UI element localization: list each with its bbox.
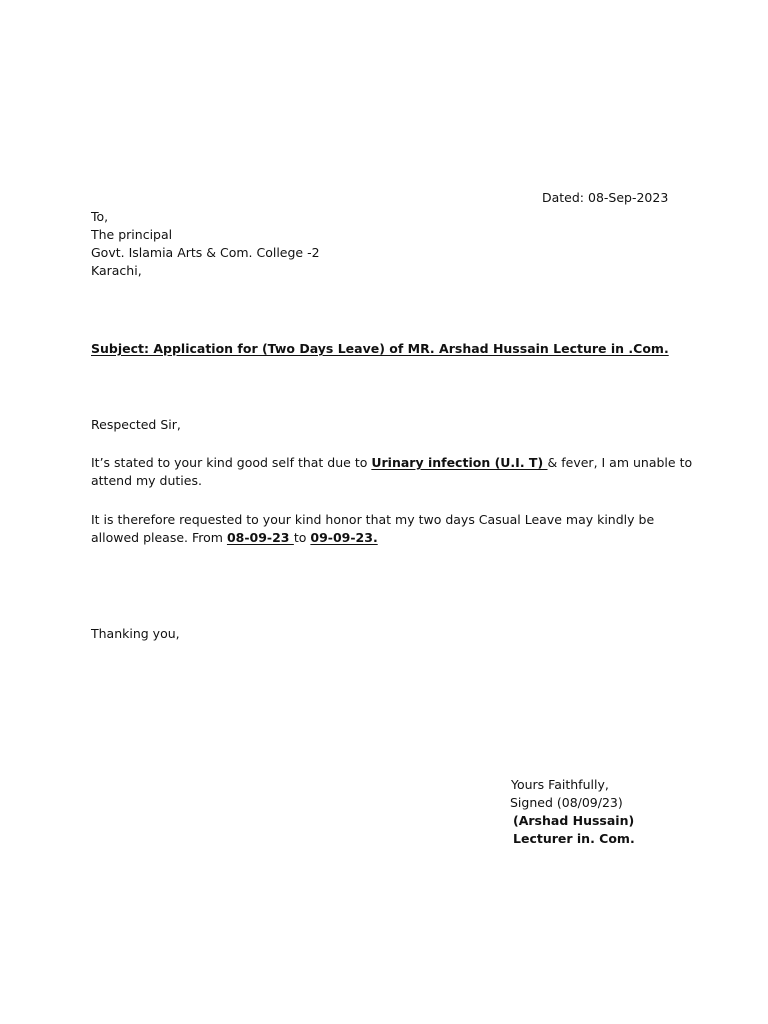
leave-from-date: 08-09-23 [226,530,294,545]
paragraph-2-line-2 [91,529,671,547]
recipient-line-2: Govt. Islamia Arts & Com. College -2 [91,245,320,260]
paragraph-1-text-pre: It’s stated to your kind good self that due to [91,455,372,470]
leave-to-date: 09-09-23. [310,530,378,545]
signature-block [510,776,635,848]
paragraph-1-line-1 [91,454,693,472]
paragraph-1-highlight: Urinary infection (U.I. T) [371,455,548,470]
paragraph-1-line-2: attend my duties. [91,473,202,488]
body-paragraph-2 [91,511,671,547]
signature-yours: Yours Faithfully, [511,777,609,792]
recipient-line-3: Karachi, [91,263,142,278]
recipient-line-1: The principal [91,227,173,242]
recipient-address [91,208,320,280]
paragraph-2-text-pre: allowed please. From [91,530,227,545]
letter-date: Dated: 08-Sep-2023 [542,190,669,205]
body-paragraph-1 [91,454,693,490]
paragraph-2-to-word: to [293,530,311,545]
signature-name: (Arshad Hussain) [513,813,635,828]
paragraph-2-line-1: It is therefore requested to your kind honor that my two days Casual Leave may kindly be [91,512,655,527]
letter-subject: Subject: Application for (Two Days Leave) of MR. Arshad Hussain Lecture in .Com. [91,341,669,356]
signature-title: Lecturer in. Com. [513,831,635,846]
signature-signed: Signed (08/09/23) [510,795,623,810]
paragraph-1-text-post: & fever, I am unable to [547,455,693,470]
letter-closing: Thanking you, [91,626,180,641]
letter-greeting: Respected Sir, [91,417,181,432]
recipient-to: To, [91,209,109,224]
